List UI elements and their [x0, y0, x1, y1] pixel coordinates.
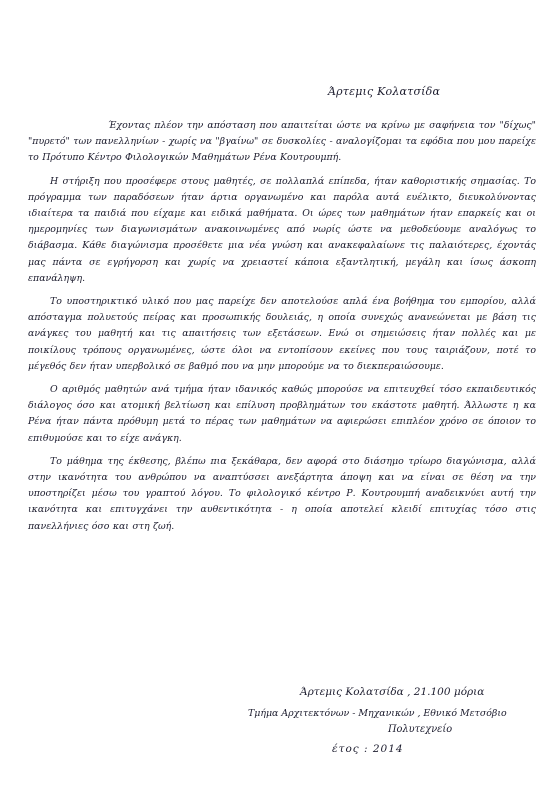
footer-department: Τμήμα Αρχιτεκτόνων - Μηχανικών , Εθνικό Μετσόβιο: [248, 708, 507, 719]
letter-paragraph-2: Η στήριξη που προσέφερε στους μαθητές, σε πολλαπλά επίπεδα, ήταν καθοριστικής σημασίας. Το πρόγραμμα των παραδόσεων ήταν άρτια οργανωμένο και παρόλα αυτά ευέλικτο, διευκολύνοντας ιδιαίτερα τα παιδιά που είχαμε και ειδικά μαθήματα. Οι ώρες των μαθημάτων ήταν επαρκείς και οι ημερομηνίες των διαγωνισμάτων ανακοινωμένες από νωρίς ώστε να μεθοδεύουμε αναλόγως το διάβασμα. Κάθε διαγώνισμα προσέθετε μια νέα γνώση και ανακεφαλαίωνε τις παλαιότερες, έχοντάς μας πάντα σε εγρήγορση και χωρίς να χρειαστεί κάποια εξαντλητική, μεγάλη και ίσως άσκοπη επανάληψη.: [28, 175, 536, 284]
letter-paragraph-5: Το μάθημα της έκθεσης, βλέπω πια ξεκάθαρα, δεν αφορά στο διάσημο τρίωρο διαγώνισμα, αλλά στην ικανότητα του ανθρώπου να αναπτύσσει ανεξάρτητα άποψη και να είναι σε θέση να την υποστηρίζει μέσω του γραπτού λόγου. Το φιλολογικό κέντρο Ρ. Κουτρουμπή αναδεικνύει αυτή την ικανότητα και επιτυγχάνει την αυθεντικότητα - η οποία αποτελεί κλειδί επιτυχίας τόσο στις πανελλήνιες όσο και στη ζωή.: [28, 455, 536, 532]
header-signature: Άρτεμις Κολατσίδα: [328, 85, 441, 98]
letter-paragraph-3: Το υποστηρικτικό υλικό που μας παρείχε δεν αποτελούσε απλά ένα βοήθημα του εμπορίου, αλλά απόσταγμα πολυετούς πείρας και προσωπικής δουλειάς, η οποία συνεχώς ανανεώνεται με βάση τις ανάγκες του μαθητή και τις απαιτήσεις των εξετάσεων. Ενώ οι σημειώσεις ήταν πολλές και με ποικίλους τρόπους οργανωμένες, ώστε όλοι να εντοπίσουν εκείνες που τους ταιριάζουν, ποτέ το μέγεθός δεν ήταν υπερβολικό σε βαθμό που να μην μπορούμε να το διεκπεραιώσουμε.: [28, 296, 536, 372]
letter-body: [28, 118, 536, 542]
footer-university: Πολυτεχνείο: [388, 724, 453, 735]
letter-paragraph-4: Ο αριθμός μαθητών ανά τμήμα ήταν ιδανικός καθώς μπορούσε να επιτευχθεί τόσο εκπαιδευτικός διάλογος όσο και ατομική βελτίωση και επίλυση προβλημάτων του εκάστοτε μαθητή. Άλλωστε η κα Ρένα ήταν πάντα πρόθυμη μετά το πέρας των μαθημάτων να αφιερώσει επιπλέον χρόνο σε όποιον το επιθυμούσε και το είχε ανάγκη.: [28, 384, 536, 444]
footer-year: έτος : 2014: [332, 743, 404, 755]
letter-paragraph-1: Έχοντας πλέον την απόσταση που απαιτείται ώστε να κρίνω με σαφήνεια τον "δίχως" "πυρετό" των πανελληνίων - χωρίς να "βγαίνω" σε δυσκολίες - αναλογίζομαι τα εφόδια που μου παρείχε το Πρότυπο Κέντρο Φιλολογικών Μαθημάτων Ρένα Κουτρουμπή.: [28, 120, 536, 164]
footer-name-score: Άρτεμις Κολατσίδα , 21.100 μόρια: [300, 686, 485, 698]
